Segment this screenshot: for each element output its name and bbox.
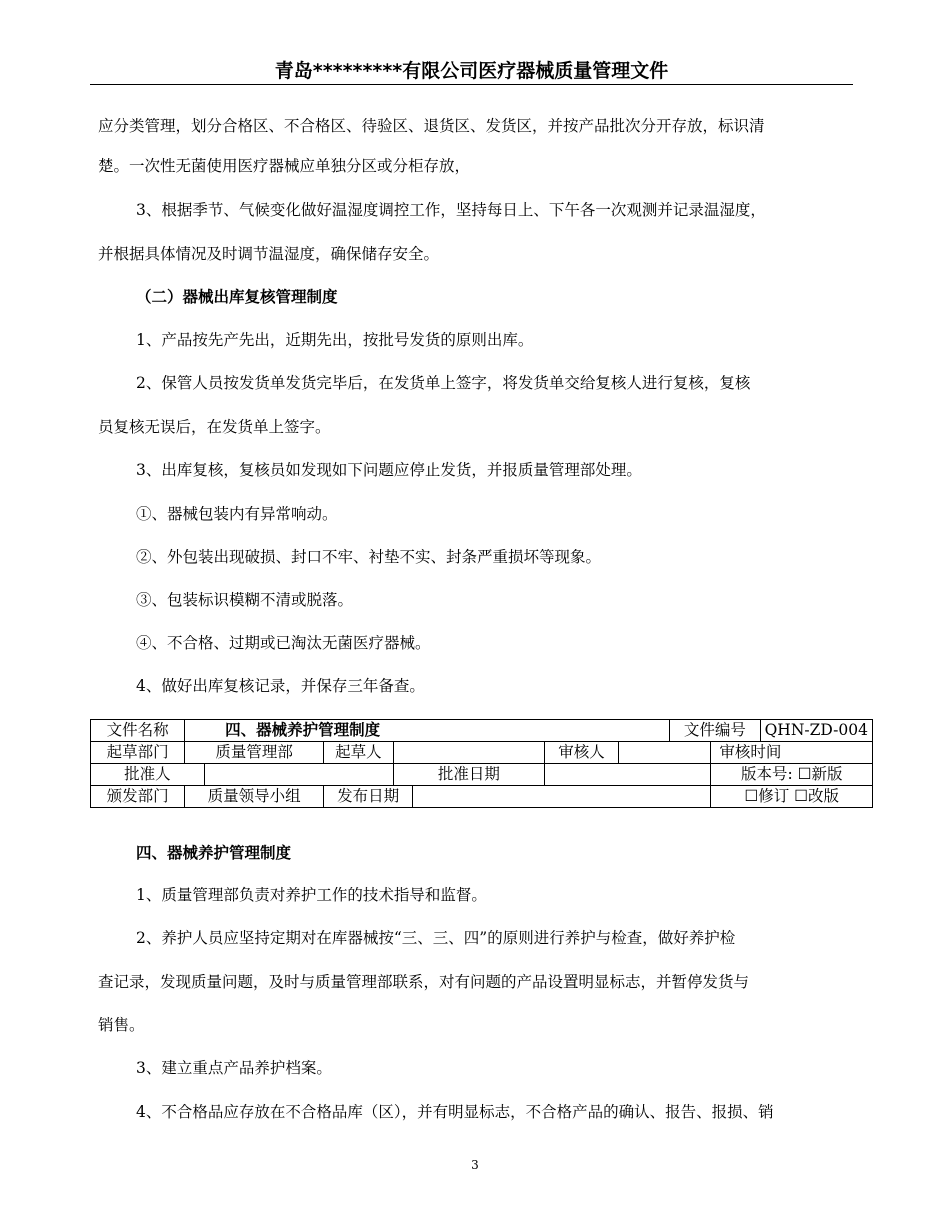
approver-label: 批准人 [91,764,205,786]
paragraph-line: 2、养护人员应坚持定期对在库器械按“三、三、四”的原则进行养护与检查，做好养护检 [136,929,736,947]
file-number-value: QHN-ZD-004 [760,720,872,742]
list-item: ④、不合格、过期或已淘汰无菌医疗器械。 [136,634,431,652]
approve-date-value [545,764,711,786]
paragraph-line: 1、产品按先产先出，近期先出，按批号发货的原则出库。 [136,331,534,349]
document-control-table [90,719,873,808]
section-heading-maintenance: 四、器械养护管理制度 [136,844,292,862]
list-item: ③、包装标识模糊不清或脱落。 [136,591,354,609]
list-item: ②、外包装出现破损、封口不牢、衬垫不实、封条严重损坏等现象。 [136,548,602,566]
paragraph-line: 查记录，发现质量问题，及时与质量管理部联系，对有问题的产品设置明显标志，并暂停发货与 [98,973,750,991]
section-heading-outbound: （二）器械出库复核管理制度 [136,288,338,306]
drafter-value [393,742,545,764]
approver-value [204,764,393,786]
file-number-label: 文件编号 [670,720,760,742]
paragraph-line: 4、不合格品应存放在不合格品库（区），并有明显标志，不合格产品的确认、报告、报损、销 [136,1103,774,1121]
paragraph-line: 应分类管理，划分合格区、不合格区、待验区、退货区、发货区，并按产品批次分开存放，标识清 [98,117,765,135]
issue-dept-value: 质量领导小组 [185,786,324,808]
header-divider [90,84,853,85]
document-header-title: 青岛*********有限公司医疗器械质量管理文件 [274,60,669,82]
draft-dept-value: 质量管理部 [185,742,324,764]
file-name-label: 文件名称 [91,720,185,742]
paragraph-line: 1、质量管理部负责对养护工作的技术指导和监督。 [136,886,487,904]
paragraph-line: 并根据具体情况及时调节温湿度，确保储存安全。 [98,245,440,263]
drafter-label: 起草人 [324,742,393,764]
file-name-value: 四、器械养护管理制度 [185,720,670,742]
paragraph-line: 2、保管人员按发货单发货完毕后，在发货单上签字，将发货单交给复核人进行复核，复核 [136,374,751,392]
list-item: ①、器械包装内有异常响动。 [136,505,338,523]
version-line-1: 版本号: ☐新版 [711,764,873,786]
review-time-label: 审核时间 [711,742,873,764]
page-number: 3 [471,1158,479,1172]
release-date-label: 发布日期 [324,786,413,808]
paragraph-line: 3、建立重点产品养护档案。 [136,1059,332,1077]
paragraph-line: 销售。 [98,1016,145,1034]
version-line-2: ☐修订 ☐改版 [711,786,873,808]
paragraph-line: 员复核无误后，在发货单上签字。 [98,418,331,436]
approve-date-label: 批准日期 [393,764,545,786]
release-date-value [413,786,711,808]
reviewer-value [618,742,711,764]
reviewer-label: 审核人 [545,742,619,764]
issue-dept-label: 颁发部门 [91,786,185,808]
paragraph-line: 3、出库复核，复核员如发现如下问题应停止发货，并报质量管理部处理。 [136,461,642,479]
draft-dept-label: 起草部门 [91,742,185,764]
paragraph-line: 3、根据季节、气候变化做好温湿度调控工作，坚持每日上、下午各一次观测并记录温湿度， [136,201,766,219]
paragraph-line: 4、做好出库复核记录，并保存三年备查。 [136,677,425,695]
paragraph-line: 楚。一次性无菌使用医疗器械应单独分区或分柜存放， [98,157,471,175]
